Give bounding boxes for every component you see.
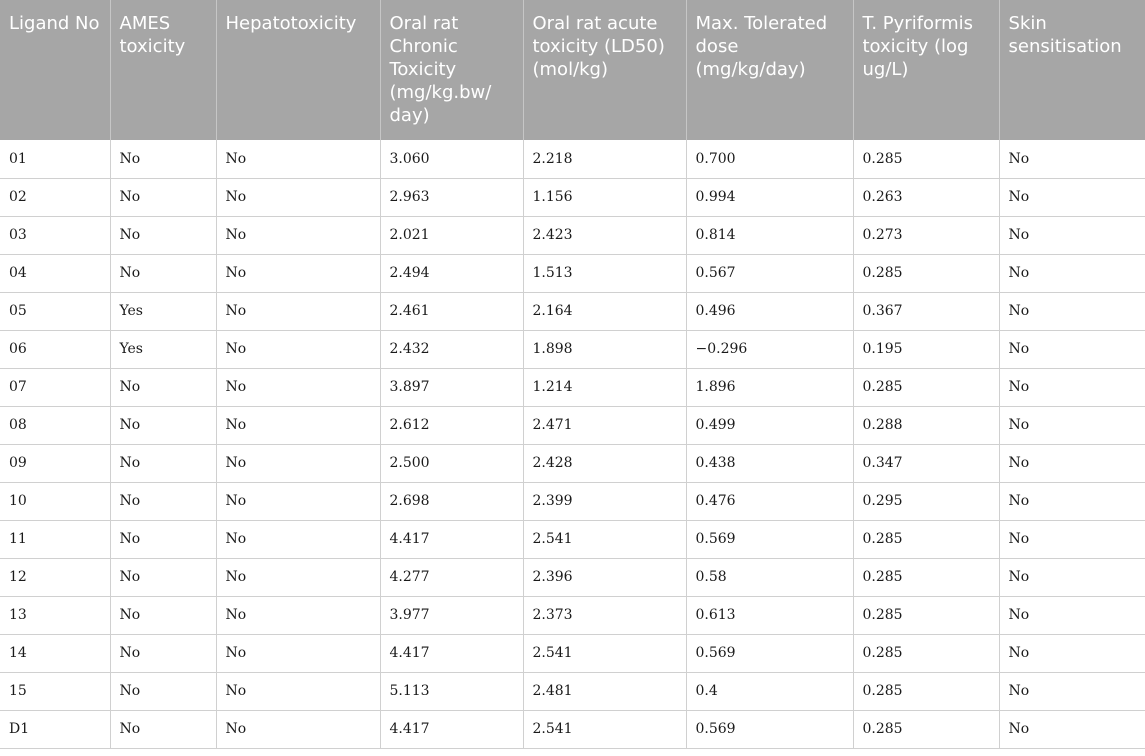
cell-hepatotoxicity: No <box>216 254 380 292</box>
cell-ligand-no: 06 <box>0 330 110 368</box>
cell-t-pyriformis-toxicity: 0.285 <box>853 520 999 558</box>
cell-ames-toxicity: No <box>110 368 216 406</box>
cell-oral-rat-chronic-toxicity: 2.698 <box>380 482 523 520</box>
cell-oral-rat-acute-toxicity: 2.164 <box>523 292 686 330</box>
cell-ligand-no: 07 <box>0 368 110 406</box>
cell-max-tolerated-dose: 0.700 <box>686 140 853 178</box>
table-row <box>0 178 1145 216</box>
cell-max-tolerated-dose: 0.58 <box>686 558 853 596</box>
cell-max-tolerated-dose: 0.438 <box>686 444 853 482</box>
table-row <box>0 558 1145 596</box>
cell-oral-rat-acute-toxicity: 2.218 <box>523 140 686 178</box>
table-row <box>0 254 1145 292</box>
cell-oral-rat-acute-toxicity: 2.428 <box>523 444 686 482</box>
cell-ligand-no: 13 <box>0 596 110 634</box>
header-t-pyriformis-toxicity: T. Pyriformis toxicity (log ug/L) <box>853 0 999 140</box>
cell-skin-sensitisation: No <box>999 406 1145 444</box>
cell-skin-sensitisation: No <box>999 558 1145 596</box>
cell-oral-rat-acute-toxicity: 1.156 <box>523 178 686 216</box>
cell-ames-toxicity: No <box>110 596 216 634</box>
cell-max-tolerated-dose: 0.613 <box>686 596 853 634</box>
table-row <box>0 596 1145 634</box>
cell-ligand-no: 10 <box>0 482 110 520</box>
cell-ligand-no: 04 <box>0 254 110 292</box>
cell-ames-toxicity: No <box>110 254 216 292</box>
table-row <box>0 368 1145 406</box>
cell-skin-sensitisation: No <box>999 140 1145 178</box>
cell-max-tolerated-dose: 0.569 <box>686 710 853 748</box>
cell-ames-toxicity: No <box>110 178 216 216</box>
table-row <box>0 672 1145 710</box>
cell-hepatotoxicity: No <box>216 140 380 178</box>
cell-hepatotoxicity: No <box>216 596 380 634</box>
cell-max-tolerated-dose: 0.569 <box>686 634 853 672</box>
header-ligand-no: Ligand No <box>0 0 110 140</box>
header-oral-rat-chronic-toxicity: Oral rat Chronic Toxicity (mg/kg.bw/ day) <box>380 0 523 140</box>
cell-ames-toxicity: No <box>110 216 216 254</box>
cell-ames-toxicity: No <box>110 444 216 482</box>
cell-t-pyriformis-toxicity: 0.285 <box>853 634 999 672</box>
cell-hepatotoxicity: No <box>216 482 380 520</box>
cell-hepatotoxicity: No <box>216 178 380 216</box>
cell-t-pyriformis-toxicity: 0.288 <box>853 406 999 444</box>
cell-ligand-no: 14 <box>0 634 110 672</box>
cell-oral-rat-acute-toxicity: 2.481 <box>523 672 686 710</box>
header-hepatotoxicity: Hepatotoxicity <box>216 0 380 140</box>
cell-max-tolerated-dose: 0.499 <box>686 406 853 444</box>
cell-oral-rat-acute-toxicity: 2.541 <box>523 710 686 748</box>
cell-t-pyriformis-toxicity: 0.295 <box>853 482 999 520</box>
table-row <box>0 292 1145 330</box>
cell-ligand-no: 08 <box>0 406 110 444</box>
cell-t-pyriformis-toxicity: 0.285 <box>853 558 999 596</box>
cell-oral-rat-chronic-toxicity: 2.432 <box>380 330 523 368</box>
cell-ames-toxicity: No <box>110 140 216 178</box>
table-row <box>0 520 1145 558</box>
cell-oral-rat-acute-toxicity: 2.396 <box>523 558 686 596</box>
cell-ames-toxicity: No <box>110 520 216 558</box>
header-ames-toxicity: AMES toxicity <box>110 0 216 140</box>
cell-oral-rat-acute-toxicity: 2.423 <box>523 216 686 254</box>
cell-oral-rat-chronic-toxicity: 2.612 <box>380 406 523 444</box>
cell-max-tolerated-dose: 0.994 <box>686 178 853 216</box>
cell-ligand-no: 03 <box>0 216 110 254</box>
cell-hepatotoxicity: No <box>216 634 380 672</box>
cell-skin-sensitisation: No <box>999 216 1145 254</box>
cell-t-pyriformis-toxicity: 0.263 <box>853 178 999 216</box>
cell-skin-sensitisation: No <box>999 520 1145 558</box>
cell-ligand-no: 05 <box>0 292 110 330</box>
cell-max-tolerated-dose: 0.567 <box>686 254 853 292</box>
cell-skin-sensitisation: No <box>999 444 1145 482</box>
cell-ligand-no: D1 <box>0 710 110 748</box>
cell-oral-rat-chronic-toxicity: 3.060 <box>380 140 523 178</box>
cell-hepatotoxicity: No <box>216 672 380 710</box>
cell-oral-rat-chronic-toxicity: 3.977 <box>380 596 523 634</box>
cell-oral-rat-chronic-toxicity: 2.500 <box>380 444 523 482</box>
cell-ligand-no: 01 <box>0 140 110 178</box>
cell-max-tolerated-dose: 1.896 <box>686 368 853 406</box>
cell-max-tolerated-dose: 0.569 <box>686 520 853 558</box>
table-row <box>0 140 1145 178</box>
cell-skin-sensitisation: No <box>999 596 1145 634</box>
cell-ligand-no: 12 <box>0 558 110 596</box>
cell-oral-rat-chronic-toxicity: 3.897 <box>380 368 523 406</box>
cell-ames-toxicity: No <box>110 482 216 520</box>
cell-oral-rat-acute-toxicity: 1.898 <box>523 330 686 368</box>
cell-ames-toxicity: No <box>110 558 216 596</box>
cell-ligand-no: 02 <box>0 178 110 216</box>
cell-hepatotoxicity: No <box>216 444 380 482</box>
cell-max-tolerated-dose: 0.4 <box>686 672 853 710</box>
cell-oral-rat-chronic-toxicity: 2.461 <box>380 292 523 330</box>
table-body <box>0 140 1145 748</box>
cell-max-tolerated-dose: 0.814 <box>686 216 853 254</box>
cell-oral-rat-chronic-toxicity: 4.417 <box>380 520 523 558</box>
cell-t-pyriformis-toxicity: 0.285 <box>853 140 999 178</box>
cell-t-pyriformis-toxicity: 0.195 <box>853 330 999 368</box>
cell-oral-rat-acute-toxicity: 1.513 <box>523 254 686 292</box>
cell-t-pyriformis-toxicity: 0.273 <box>853 216 999 254</box>
cell-skin-sensitisation: No <box>999 368 1145 406</box>
header-max-tolerated-dose: Max. Tolerated dose (mg/kg/day) <box>686 0 853 140</box>
cell-ames-toxicity: Yes <box>110 292 216 330</box>
cell-ames-toxicity: Yes <box>110 330 216 368</box>
cell-hepatotoxicity: No <box>216 330 380 368</box>
cell-oral-rat-chronic-toxicity: 4.277 <box>380 558 523 596</box>
cell-max-tolerated-dose: 0.496 <box>686 292 853 330</box>
cell-ligand-no: 09 <box>0 444 110 482</box>
table-row <box>0 216 1145 254</box>
table-row <box>0 482 1145 520</box>
cell-hepatotoxicity: No <box>216 558 380 596</box>
cell-skin-sensitisation: No <box>999 330 1145 368</box>
cell-hepatotoxicity: No <box>216 406 380 444</box>
cell-oral-rat-chronic-toxicity: 4.417 <box>380 634 523 672</box>
table-row <box>0 406 1145 444</box>
cell-t-pyriformis-toxicity: 0.285 <box>853 710 999 748</box>
cell-hepatotoxicity: No <box>216 292 380 330</box>
cell-max-tolerated-dose: −0.296 <box>686 330 853 368</box>
cell-hepatotoxicity: No <box>216 368 380 406</box>
cell-skin-sensitisation: No <box>999 254 1145 292</box>
cell-oral-rat-acute-toxicity: 2.541 <box>523 634 686 672</box>
cell-skin-sensitisation: No <box>999 482 1145 520</box>
table-row <box>0 444 1145 482</box>
cell-oral-rat-acute-toxicity: 2.399 <box>523 482 686 520</box>
cell-oral-rat-chronic-toxicity: 4.417 <box>380 710 523 748</box>
header-row <box>0 0 1145 140</box>
cell-t-pyriformis-toxicity: 0.285 <box>853 672 999 710</box>
table-row <box>0 330 1145 368</box>
cell-oral-rat-chronic-toxicity: 5.113 <box>380 672 523 710</box>
table-row <box>0 634 1145 672</box>
cell-oral-rat-acute-toxicity: 2.373 <box>523 596 686 634</box>
cell-oral-rat-acute-toxicity: 2.471 <box>523 406 686 444</box>
cell-oral-rat-chronic-toxicity: 2.963 <box>380 178 523 216</box>
cell-oral-rat-acute-toxicity: 2.541 <box>523 520 686 558</box>
header-oral-rat-acute-toxicity: Oral rat acute toxicity (LD50) (mol/kg) <box>523 0 686 140</box>
cell-t-pyriformis-toxicity: 0.347 <box>853 444 999 482</box>
cell-skin-sensitisation: No <box>999 634 1145 672</box>
cell-ligand-no: 15 <box>0 672 110 710</box>
table-row <box>0 710 1145 748</box>
cell-ligand-no: 11 <box>0 520 110 558</box>
cell-hepatotoxicity: No <box>216 710 380 748</box>
cell-hepatotoxicity: No <box>216 216 380 254</box>
cell-ames-toxicity: No <box>110 672 216 710</box>
cell-t-pyriformis-toxicity: 0.285 <box>853 254 999 292</box>
cell-oral-rat-acute-toxicity: 1.214 <box>523 368 686 406</box>
cell-ames-toxicity: No <box>110 634 216 672</box>
cell-max-tolerated-dose: 0.476 <box>686 482 853 520</box>
cell-t-pyriformis-toxicity: 0.285 <box>853 596 999 634</box>
header-skin-sensitisation: Skin sensitisation <box>999 0 1145 140</box>
cell-ames-toxicity: No <box>110 406 216 444</box>
cell-skin-sensitisation: No <box>999 292 1145 330</box>
cell-t-pyriformis-toxicity: 0.367 <box>853 292 999 330</box>
cell-skin-sensitisation: No <box>999 710 1145 748</box>
cell-hepatotoxicity: No <box>216 520 380 558</box>
cell-oral-rat-chronic-toxicity: 2.494 <box>380 254 523 292</box>
cell-skin-sensitisation: No <box>999 672 1145 710</box>
cell-ames-toxicity: No <box>110 710 216 748</box>
cell-skin-sensitisation: No <box>999 178 1145 216</box>
cell-t-pyriformis-toxicity: 0.285 <box>853 368 999 406</box>
cell-oral-rat-chronic-toxicity: 2.021 <box>380 216 523 254</box>
table-header <box>0 0 1145 140</box>
